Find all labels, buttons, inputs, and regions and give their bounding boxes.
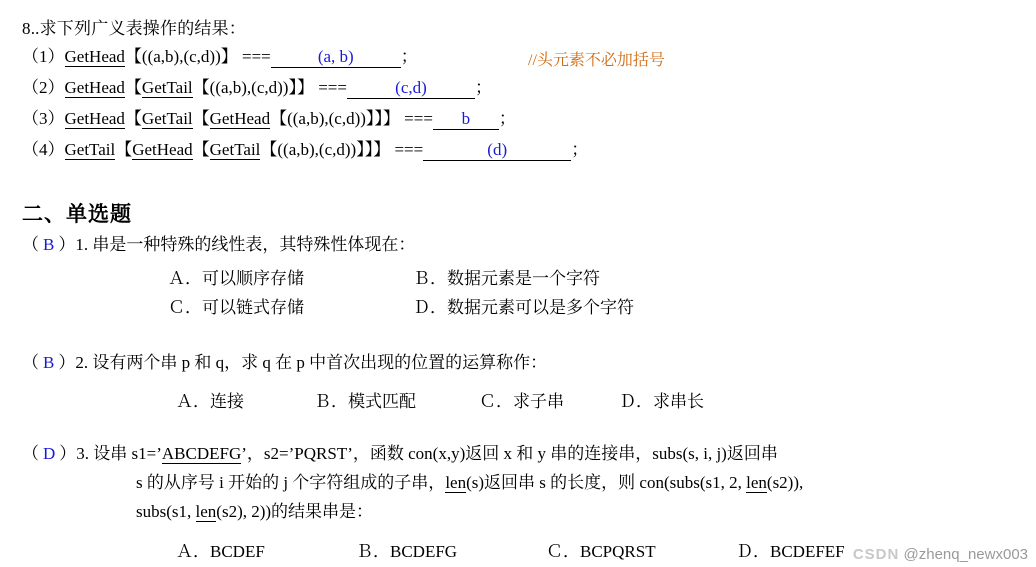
watermark [853, 546, 1028, 563]
mcq-3-number: 3. [76, 444, 90, 463]
gl-item-3-op2: GetTail [141, 109, 193, 128]
gl-item-1-answer: (a, b) [271, 47, 401, 68]
mcq-1-option-a: Ａ．可以顺序存储 [168, 269, 304, 288]
gl-item-3-eq: === [404, 109, 433, 128]
watermark-brand: CSDN [852, 546, 900, 563]
mcq-1-option-b: Ｂ．数据元素是一个字符 [413, 269, 600, 288]
mcq-3-stem-underline-1: ABCDEFG [161, 444, 242, 463]
gl-item-4: （4）GetTail【GetHead【GetTail【((a,b),(c,d))】】】 === (d) ； [22, 140, 589, 159]
gl-item-4-tail: ； [571, 140, 589, 159]
gl-item-4-number: （4） [22, 140, 65, 159]
mcq-3-option-c: Ｃ．BCPQRST [546, 542, 656, 561]
gl-item-3-answer: b [433, 109, 499, 130]
mcq-3-options-row1 [176, 537, 845, 562]
gl-item-4-eq: === [394, 140, 424, 159]
gl-item-4-op3: GetTail [209, 140, 261, 159]
mcq-3-line2-part-b: (s)返回串 s 的长度，则 con(subs(s1, 2, [466, 473, 747, 492]
mcq-3-line3 [136, 501, 373, 523]
mcq-3-line2-underline-1: len [445, 473, 467, 492]
gl-item-3-expr: 【((a,b),(c,d))】】】 [270, 109, 400, 128]
mcq-1-options-row2 [168, 293, 634, 318]
gl-item-1-number: （1） [22, 47, 65, 66]
gl-item-2-op2: GetTail [141, 78, 193, 97]
mcq-2-options-row1 [176, 387, 704, 412]
gl-item-2-answer: (c,d) [347, 78, 475, 99]
mcq-2-stem: 设有两个串 p 和 q，求 q 在 p 中首次出现的位置的运算称作： [92, 353, 548, 372]
mcq-1-answer: B [43, 235, 55, 254]
mcq-3-option-d: Ｄ．BCDEFEF [736, 542, 845, 561]
gl-item-4-op2: GetHead [132, 140, 193, 159]
gl-item-1-tail: ； [400, 47, 418, 66]
gl-item-3-op1: GetHead [64, 109, 125, 128]
mcq-2-answer: B [43, 353, 55, 372]
mcq-2-option-a: Ａ．连接 [176, 392, 244, 411]
mcq-3-line3-underline-1: len [195, 502, 217, 521]
gl-item-4-expr: 【((a,b),(c,d))】】】 [260, 140, 391, 159]
section-2-heading: 二、单选题 [22, 202, 132, 226]
mcq-3-answer: D [43, 444, 56, 463]
gl-item-3: （3）GetHead【GetTail【GetHead【((a,b),(c,d))】】】 === b ； [22, 109, 516, 128]
mcq-3-line3-part-a: subs(s1, [136, 502, 196, 521]
mcq-2-option-d: Ｄ．求串长 [619, 392, 704, 411]
mcq-2-option-c: Ｃ．求子串 [479, 392, 564, 411]
gl-item-4-op1: GetTail [64, 140, 116, 159]
mcq-1: （ B ）1. 串是一种特殊的线性表，其特殊性体现在： [22, 235, 416, 254]
gl-item-2-expr: 【((a,b),(c,d))】】 [192, 78, 314, 97]
gl-item-3-tail: ； [498, 109, 516, 128]
margin-comment: //头元素不必加括号 [528, 52, 665, 69]
mcq-1-stem: 串是一种特殊的线性表，其特殊性体现在： [92, 235, 416, 254]
mcq-2: （ B ）2. 设有两个串 p 和 q，求 q 在 p 中首次出现的位置的运算称作： [22, 353, 548, 372]
mcq-3-line3-part-b: (s2), 2))的结果串是： [216, 502, 374, 521]
mcq-1-option-d: Ｄ．数据元素可以是多个字符 [413, 298, 634, 317]
gl-item-2-tail: ； [474, 78, 492, 97]
mcq-1-option-c: Ｃ．可以链式存储 [168, 298, 304, 317]
mcq-1-options-row1 [168, 264, 600, 289]
mcq-1-number: 1. [75, 235, 89, 254]
watermark-user: @zhenq_newx003 [903, 546, 1028, 563]
mcq-3-line2-underline-2: len [746, 473, 767, 492]
gl-item-2-op1: GetHead [64, 78, 125, 97]
mcq-3-line2 [136, 472, 803, 494]
gl-item-3-number: （3） [22, 109, 65, 128]
gl-item-4-answer: (d) [423, 140, 571, 161]
mcq-3-line2-part-c: (s2)), [766, 473, 804, 492]
gl-item-2: （2）GetHead【GetTail【((a,b),(c,d))】】 === (c,d) ； [22, 78, 492, 97]
mcq-3-stem-part-a: 设串 s1=’ [93, 444, 162, 463]
gl-item-1-expr: 【((a,b),(c,d))】 [124, 47, 238, 66]
gl-item-1-op1: GetHead [64, 47, 125, 66]
gl-item-1-eq: === [241, 47, 271, 66]
mcq-3-stem-part-b: ’，s2=’PQRST’，函数 con(x,y)返回 x 和 y 串的连接串，subs(s, i, j)返回串 [241, 444, 778, 463]
gl-item-2-number: （2） [22, 78, 65, 97]
gl-item-2-eq: === [318, 78, 347, 97]
mcq-3-option-a: Ａ．BCDEF [176, 542, 265, 561]
gl-item-1 [22, 47, 418, 68]
mcq-3-option-b: Ｂ．BCDEFG [356, 542, 458, 561]
mcq-3: （ D ）3. 设串 s1=’ABCDEFG’，s2=’PQRST’，函数 con(x,y)返回 x 和 y 串的连接串，subs(s, i, j)返回串 [22, 444, 778, 463]
mcq-2-option-b: Ｂ．模式匹配 [314, 392, 416, 411]
gl-item-3-op3: GetHead [209, 109, 271, 128]
mcq-3-line2-part-a: s 的从序号 i 开始的 j 个字符组成的子串， [136, 473, 446, 492]
mcq-2-number: 2. [75, 353, 89, 372]
question-8-heading: 8..求下列广义表操作的结果： [22, 19, 246, 38]
